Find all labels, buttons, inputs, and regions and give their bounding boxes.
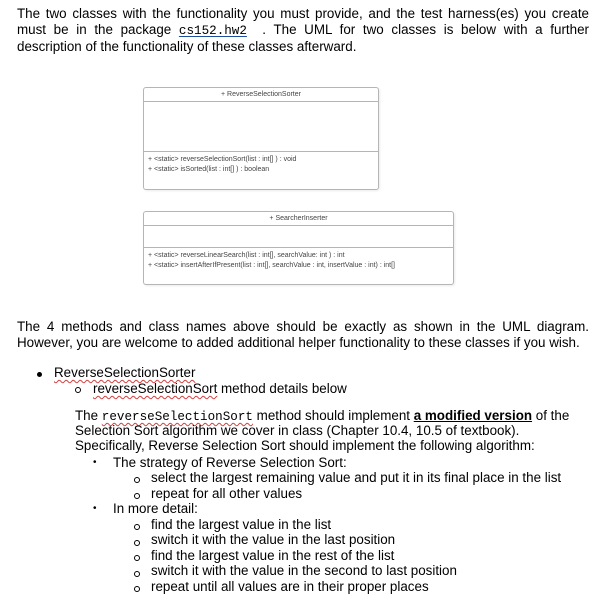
desc-text: The bbox=[75, 408, 102, 423]
intro-paragraph bbox=[17, 6, 589, 55]
section-subitem bbox=[93, 381, 347, 397]
method-name-code: reverseSelectionSort bbox=[101, 410, 253, 424]
bullet-icon bbox=[37, 372, 42, 377]
detail-item: repeat until all values are in their proper places bbox=[151, 579, 429, 594]
square-bullet-icon: • bbox=[93, 457, 97, 468]
uml-operations-section bbox=[144, 248, 453, 270]
package-name: cs152.hw2 bbox=[178, 24, 247, 38]
detail-item: switch it with the value in the second to last position bbox=[151, 563, 457, 578]
sub-method-name: reverseSelectionSort bbox=[93, 381, 218, 396]
uml-attributes-section bbox=[144, 102, 378, 152]
desc-text: of the bbox=[532, 408, 570, 423]
uml-attributes-section bbox=[144, 226, 453, 248]
circle-bullet-icon bbox=[134, 477, 140, 483]
circle-bullet-icon bbox=[134, 571, 140, 577]
detail-item: find the largest value in the rest of the list bbox=[151, 548, 395, 563]
strategy-item: repeat for all other values bbox=[151, 486, 303, 501]
sub-method-rest: method details below bbox=[217, 381, 347, 396]
uml-operation: + <static> reverseSelectionSort(list : int[] ) : void bbox=[148, 156, 297, 163]
strategy-heading: The strategy of Reverse Selection Sort: bbox=[113, 455, 347, 470]
desc-text: method should implement bbox=[252, 408, 414, 423]
uml-class-reverse-selection-sorter bbox=[143, 87, 379, 190]
circle-bullet-icon bbox=[134, 524, 140, 530]
naming-paragraph: The 4 methods and class names above should be exactly as shown in the UML diagram. However, you are welcome to added additional helper functionality to these classes if you wish. bbox=[17, 319, 589, 350]
uml-class-searcher-inserter bbox=[143, 211, 454, 285]
uml-operation: + <static> reverseLinearSearch(list : int[], searchValue: int ) : int bbox=[148, 252, 345, 259]
intro-text-before: The two classes with the functionality you must provide, and the test harness(es) you create must be in the package bbox=[17, 6, 589, 37]
uml-class-name: + ReverseSelectionSorter bbox=[144, 88, 378, 102]
method-desc-line-3: Specifically, Reverse Selection Sort should implement the following algorithm: bbox=[75, 438, 535, 453]
detail-item: switch it with the value in the last position bbox=[151, 532, 396, 547]
strategy-item: select the largest remaining value and put it in its final place in the list bbox=[151, 470, 562, 485]
square-bullet-icon: • bbox=[93, 503, 97, 514]
uml-operation: + <static> isSorted(list : int[] ) : boolean bbox=[148, 165, 270, 173]
section-title-text: ReverseSelectionSorter bbox=[54, 365, 196, 380]
circle-bullet-icon bbox=[134, 493, 140, 499]
section-title bbox=[54, 365, 195, 381]
circle-bullet-icon bbox=[134, 555, 140, 561]
uml-operation: + <static> insertAfterIfPresent(list : int[], searchValue : int, insertValue : int) : int[] bbox=[148, 261, 395, 269]
emphasis-text: a modified version bbox=[413, 408, 533, 423]
intro-text-after: The UML for two classes is below with a further description of the functionality of these classes afterward. bbox=[17, 22, 589, 54]
detail-heading: In more detail: bbox=[113, 501, 198, 516]
circle-bullet-icon bbox=[134, 540, 140, 546]
package-dot: . bbox=[262, 22, 267, 37]
uml-operations-section bbox=[144, 152, 378, 174]
detail-item: find the largest value in the list bbox=[151, 517, 332, 532]
uml-class-name: + SearcherInserter bbox=[144, 212, 453, 226]
circle-bullet-icon bbox=[75, 387, 81, 393]
circle-bullet-icon bbox=[134, 586, 140, 592]
method-desc-line-2: Selection Sort algorithm we cover in class (Chapter 10.4, 10.5 of textbook). bbox=[75, 423, 520, 438]
